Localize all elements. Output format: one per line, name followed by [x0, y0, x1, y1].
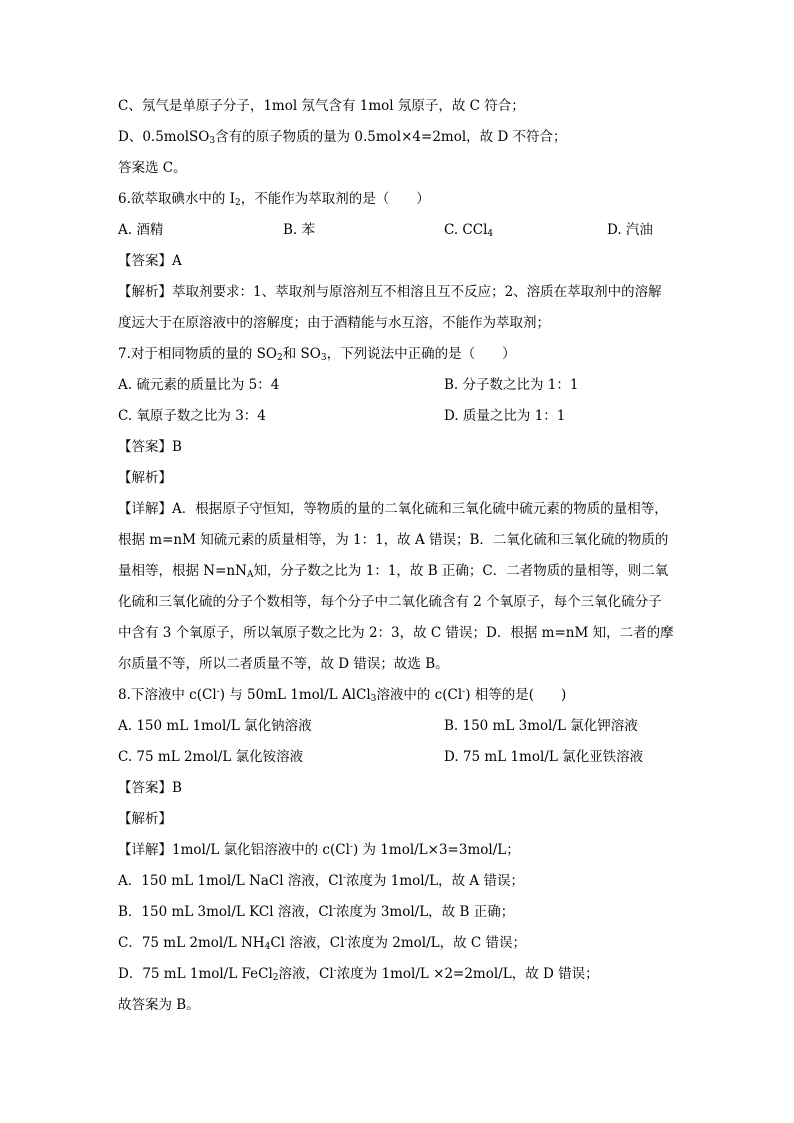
q6-option-c: C. CCl$_4$ — [444, 222, 494, 239]
prev-answer-conclusion: 答案选 C。 — [118, 160, 187, 176]
q8-detail-intro: 【详解】1mol/L 氯化铝溶液中的 c(Cl-) 为 1mol/L×3=3mol/L； — [118, 842, 520, 858]
q7-option-b: B. 分子数之比为 1：1 — [444, 377, 579, 393]
q6-option-a: A. 酒精 — [118, 222, 164, 238]
question-6-stem: 6.欲萃取碘水中的 $I_2$，不能作为萃取剂的是（ ） — [118, 191, 430, 208]
q8-option-a: A. 150 mL 1mol/L 氯化钠溶液 — [118, 718, 312, 734]
q6-option-b: B. 苯 — [283, 222, 316, 238]
q7-option-c: C. 氧原子数之比为 3：4 — [118, 408, 266, 424]
q8-analysis-heading: 【解析】 — [118, 811, 172, 827]
q8-answer: 【答案】B — [118, 780, 182, 796]
q6-option-d: D. 汽油 — [607, 222, 653, 238]
q8-detail-a: A．150 mL 1mol/L NaCl 溶液，Cl-浓度为 1mol/L，故 A 错误； — [118, 873, 524, 889]
prev-option-c-explanation: C、氖气是单原子分子，1mol 氖气含有 1mol 氖原子，故 C 符合； — [118, 98, 525, 114]
q8-option-c: C. 75 mL 2mol/L 氯化铵溶液 — [118, 749, 304, 765]
document-page — [118, 96, 698, 1026]
q7-detail-line-3: 量相等，根据 $N=nN_A$知，分子数之比为 1：1，故 B 正确；C．二者物质的量相等，则二氧 — [118, 563, 669, 580]
q7-detail-line-5: 中含有 3 个氧原子，所以氧原子数之比为 2：3，故 C 错误；D．根据 m=nM 知，二者的摩 — [118, 625, 674, 641]
q8-option-b: B. 150 mL 3mol/L 氯化钾溶液 — [444, 718, 638, 734]
q7-detail-line-4: 化硫和三氧化硫的分子个数相等，每个分子中二氧化硫含有 2 个氧原子，每个三氧化硫分子 — [118, 594, 662, 610]
q8-detail-b: B．150 mL 3mol/L KCl 溶液，Cl-浓度为 3mol/L，故 B 正确； — [118, 904, 515, 920]
question-8-stem: 8.下溶液中 c(Cl-) 与 50mL 1mol/L AlCl$_3$溶液中的 c(Cl-) 相等的是( ) — [118, 687, 567, 704]
q8-detail-d: D．75 mL 1mol/L FeCl$_2$溶液，Cl-浓度为 1mol/L ×2=2mol/L，故 D 错误； — [118, 966, 599, 983]
question-8-options-row-2 — [118, 747, 698, 778]
question-6-options — [118, 220, 698, 251]
q6-analysis-line-2: 度远大于在原溶液中的溶解度；由于酒精能与水互溶，不能作为萃取剂； — [118, 315, 550, 331]
question-7-options-row-1 — [118, 375, 698, 406]
q8-detail-c: C．75 mL 2mol/L $NH_4Cl$ 溶液，Cl-浓度为 2mol/L，故 C 错误； — [118, 935, 527, 952]
q7-answer: 【答案】B — [118, 439, 182, 455]
q7-detail-line-2: 根据 m=nM 知硫元素的质量相等，为 1：1，故 A 错误；B．二氧化硫和三氧化硫的物质的 — [118, 532, 669, 548]
q7-analysis-heading: 【解析】 — [118, 470, 172, 486]
q8-final-answer: 故答案为 B。 — [118, 997, 200, 1013]
prev-option-d-explanation: D、0.5molSO$_3$含有的原子物质的量为 0.5mol×4=2mol，故 D 不符合； — [118, 129, 567, 146]
q7-detail-line-6: 尔质量不等，所以二者质量不等，故 D 错误；故选 B。 — [118, 656, 449, 672]
q6-analysis-line-1: 【解析】萃取剂要求：1、萃取剂与原溶剂互不相溶且互不反应；2、溶质在萃取剂中的溶解 — [118, 284, 662, 300]
q7-option-d: D. 质量之比为 1：1 — [444, 408, 566, 424]
question-7-options-row-2 — [118, 406, 698, 437]
question-7-stem: 7.对于相同物质的量的 $SO_2$和 $SO_3$，下列说法中正确的是（ ） — [118, 346, 516, 363]
q6-answer: 【答案】A — [118, 253, 182, 269]
q7-detail-line-1: 【详解】A．根据原子守恒知，等物质的量的二氧化硫和三氧化硫中硫元素的物质的量相等， — [118, 501, 668, 517]
question-8-options-row-1 — [118, 716, 698, 747]
q7-option-a: A. 硫元素的质量比为 5：4 — [118, 377, 280, 393]
q8-option-d: D. 75 mL 1mol/L 氯化亚铁溶液 — [444, 749, 644, 765]
